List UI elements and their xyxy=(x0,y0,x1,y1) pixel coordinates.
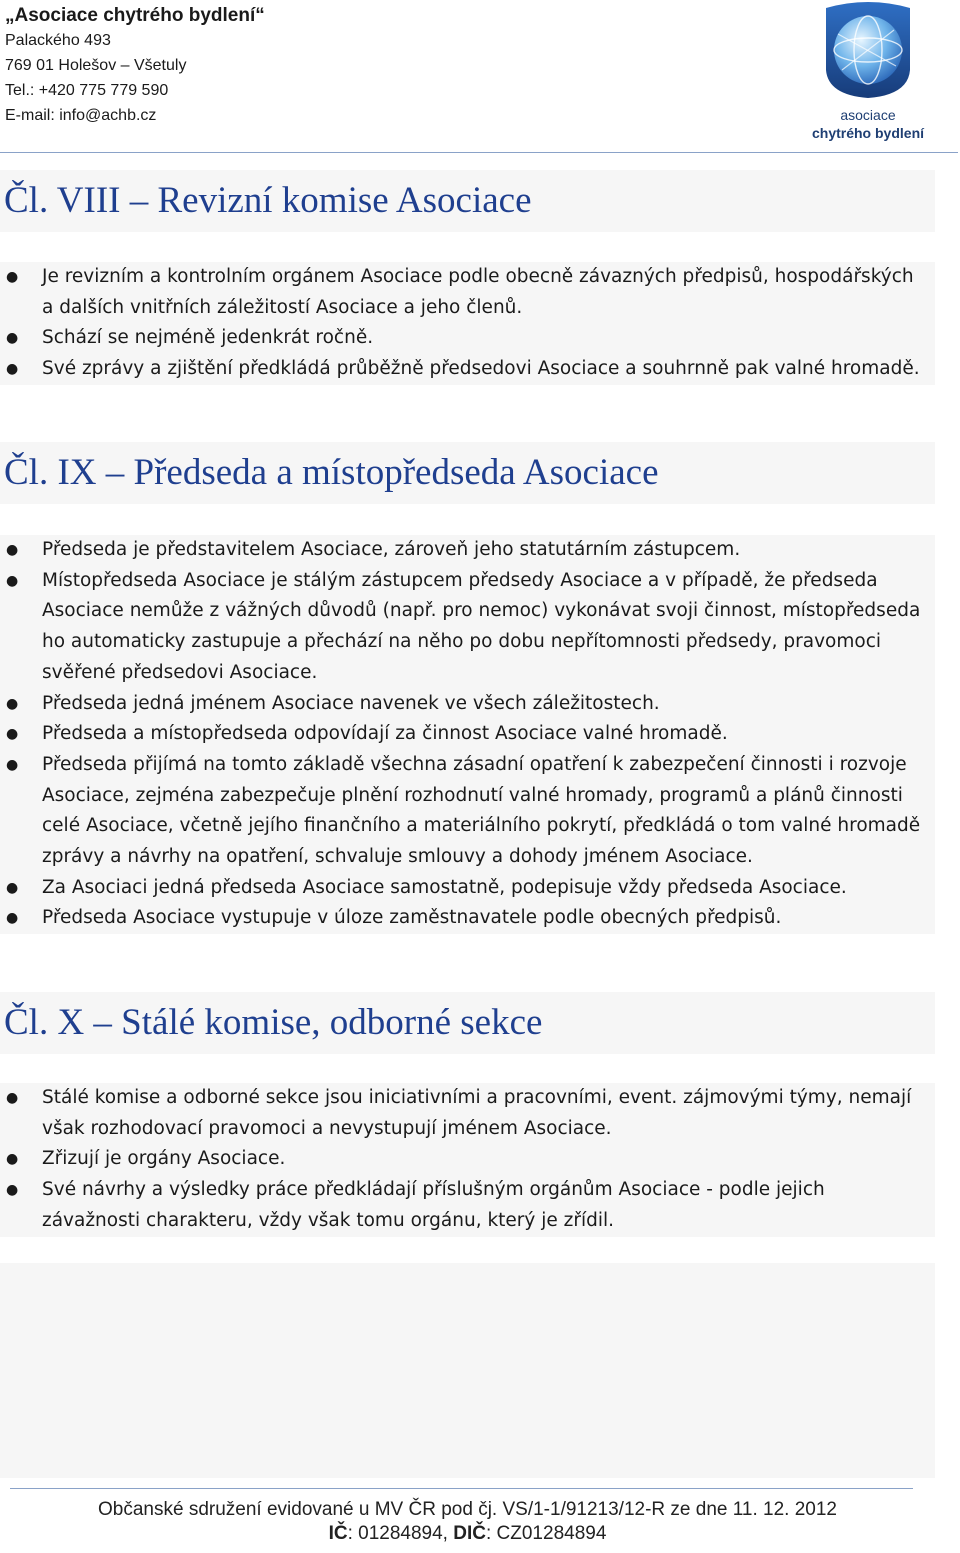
bullet-icon: ● xyxy=(6,1151,19,1168)
list-item: ● Schází se nejméně jedenkrát ročně. xyxy=(0,323,935,354)
bullet-icon: ● xyxy=(6,269,19,285)
dic-label: DIČ xyxy=(453,1523,486,1544)
bullet-icon: ● xyxy=(6,361,19,378)
page-footer xyxy=(0,1498,935,1546)
list-item: ● Předseda jedná jménem Asociace navenek ve všech záležitostech. xyxy=(0,689,935,720)
org-contact-block xyxy=(5,3,265,128)
list-item: ● Stálé komise a odborné sekce jsou iniciativními a pracovními, event. zájmovými týmy, nemají však rozhodovací pravomoci a nevystupují jménem Asociace. xyxy=(0,1083,935,1144)
list-item: ● Místopředseda Asociace je stálým zástupcem předsedy Asociace a v případě, že předseda Asociace nemůže z vážných důvodů (např. pro nemoc) vykonávat svoji činnost, místopředseda ho automaticky zastupuje a přechází na něho po dobu nepřítomnosti předsedy, pravomoci svěřené předsedovi Asociace. xyxy=(0,566,935,689)
ic-label: IČ xyxy=(328,1523,348,1544)
list-item: ● Předseda přijímá na tomto základě všechna zásadní opatření k zabezpečení činnosti i rozvoje Asociace, zejména zabezpečuje plnění rozhodnutí valné hromady, programů a plánů činnosti celé Asociace, včetně jejího finančního a materiálního pokrytí, předkládá o tom valné hromadě zprávy a návrhy na opatření, schvaluje smlouvy a dohody jménem Asociace. xyxy=(0,750,935,873)
logo-text-line-1: asociace xyxy=(840,107,896,123)
bullet-icon: ● xyxy=(6,756,19,773)
list-item: ● Předseda Asociace vystupuje v úloze zaměstnavatele podle obecných předpisů. xyxy=(0,903,935,934)
bullet-icon: ● xyxy=(6,910,19,927)
footer-ids xyxy=(0,1522,935,1546)
list-item: ● Předseda je představitelem Asociace, zároveň jeho statutárním zástupcem. xyxy=(0,535,935,566)
footer-divider xyxy=(10,1488,913,1489)
bullet-icon: ● xyxy=(6,695,19,712)
section-list xyxy=(0,535,935,934)
address-line-2: 769 01 Holešov – Všetuly xyxy=(5,57,187,74)
globe-shield-icon xyxy=(808,0,928,105)
logo-text-line-2: chytrého bydlení xyxy=(811,125,925,141)
bullet-icon: ● xyxy=(6,726,19,743)
section-heading: Čl. X – Stálé komise, odborné sekce xyxy=(0,992,935,1054)
ic-value: : 01284894, xyxy=(347,1523,454,1544)
address-line-1: Palackého 493 xyxy=(5,32,111,49)
bullet-icon: ● xyxy=(6,542,19,558)
list-item: ● Za Asociaci jedná předseda Asociace samostatně, podepisuje vždy předseda Asociace. xyxy=(0,873,935,904)
email: E-mail: info@achb.cz xyxy=(5,107,157,124)
header-divider xyxy=(0,152,958,153)
org-logo xyxy=(808,0,928,150)
bullet-icon: ● xyxy=(6,1182,19,1199)
list-item: ● Zřizují je orgány Asociace. xyxy=(0,1144,935,1175)
section-list xyxy=(0,1083,935,1237)
page-header xyxy=(0,0,960,155)
bullet-icon: ● xyxy=(6,330,19,347)
org-name: „Asociace chytrého bydlení“ xyxy=(5,5,265,26)
list-item: ● Své návrhy a výsledky práce předkládají příslušným orgánům Asociace - podle jejich závažnosti charakteru, vždy však tomu orgánu, který je zřídil. xyxy=(0,1175,935,1236)
list-item: ● Předseda a místopředseda odpovídají za činnost Asociace valné hromadě. xyxy=(0,719,935,750)
bullet-icon: ● xyxy=(6,572,19,589)
bullet-icon: ● xyxy=(6,1090,19,1106)
list-item: ● Své zprávy a zjištění předkládá průběžně předsedovi Asociace a souhrnně pak valné hromadě. xyxy=(0,354,935,385)
footer-registration: Občanské sdružení evidované u MV ČR pod čj. VS/1-1/91213/12-R ze dne 11. 12. 2012 xyxy=(98,1499,837,1520)
bullet-icon: ● xyxy=(6,879,19,896)
section-heading: Čl. IX – Předseda a místopředseda Asociace xyxy=(0,442,935,504)
section-list xyxy=(0,262,935,385)
phone: Tel.: +420 775 779 590 xyxy=(5,82,169,99)
dic-value: : CZ01284894 xyxy=(485,1523,607,1544)
section-heading: Čl. VIII – Revizní komise Asociace xyxy=(0,170,935,232)
list-item: ● Je revizním a kontrolním orgánem Asociace podle obecně závazných předpisů, hospodářských a dalších vnitřních záležitostí Asociace a jeho členů. xyxy=(0,262,935,323)
blank-area xyxy=(0,1263,935,1478)
